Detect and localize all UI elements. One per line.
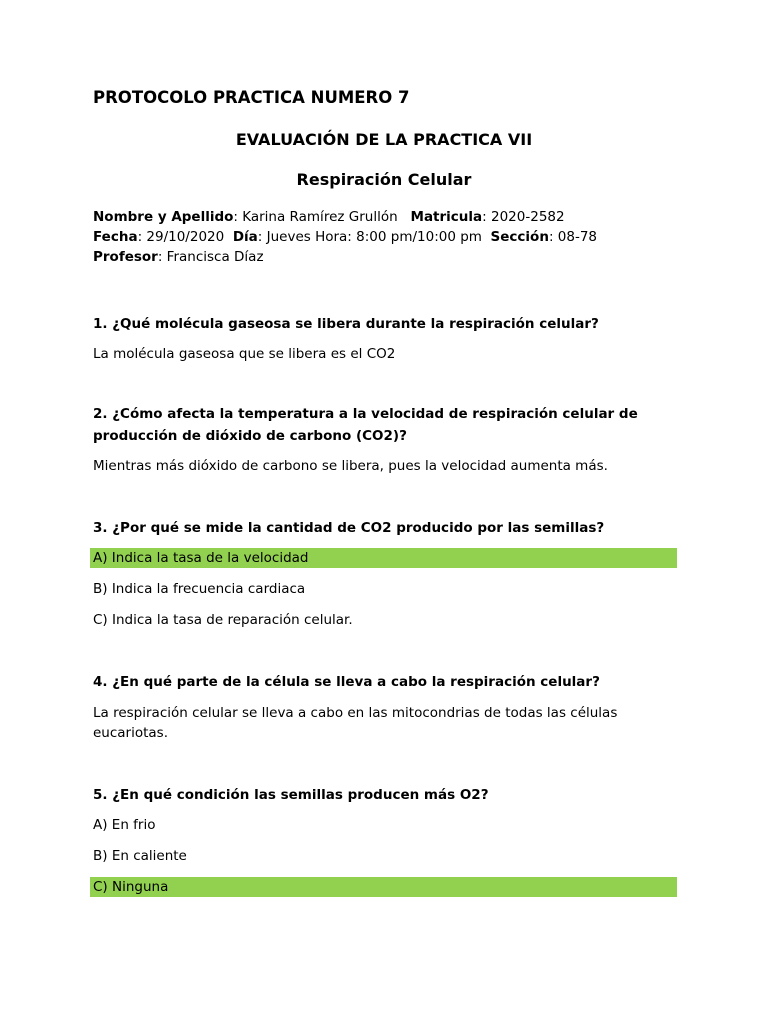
question-3-option-a: A) Indica la tasa de la velocidad [90,548,677,568]
question-3: 3. ¿Por qué se mide la cantidad de CO2 producido por las semillas? [93,520,605,536]
question-5-option-c: C) Ninguna [90,877,677,897]
answer-2: Mientras más dióxido de carbono se libera, pues la velocidad aumenta más. [93,458,608,474]
answer-1: La molécula gaseosa que se libera es el CO2 [93,346,396,362]
answer-4: La respiración celular se lleva a cabo en las mitocondrias de todas las células eucariotas. [93,705,618,741]
question-1: 1. ¿Qué molécula gaseosa se libera durante la respiración celular? [93,316,599,332]
name-value: : Karina Ramírez Grullón [233,209,398,225]
question-3-option-c: C) Indica la tasa de reparación celular. [93,612,353,628]
question-5-option-a: A) En frio [93,817,156,833]
info-line-3 [93,247,597,267]
fecha-label: Fecha [93,229,138,245]
info-line-2 [93,227,597,247]
question-4: 4. ¿En qué parte de la célula se lleva a cabo la respiración celular? [93,674,600,690]
info-line-1 [93,207,597,227]
question-2: 2. ¿Cómo afecta la temperatura a la velocidad de respiración celular de producción de dióxido de carbono (CO2)? [93,406,638,444]
protocol-title: PROTOCOLO PRACTICA NUMERO 7 [93,88,410,107]
matricula-label: Matricula [410,209,483,225]
seccion-label: Sección [490,229,549,245]
seccion-value: : 08-78 [548,229,598,245]
fecha-value: : 29/10/2020 [137,229,225,245]
question-5-option-b: B) En caliente [93,848,187,864]
matricula-value: : 2020-2582 [482,209,565,225]
student-info [93,207,597,267]
dia-label: Día [232,229,258,245]
question-3-option-b: B) Indica la frecuencia cardiaca [93,581,306,597]
profesor-value: : Francisca Díaz [157,249,264,265]
evaluation-title: EVALUACIÓN DE LA PRACTICA VII [235,130,533,149]
profesor-label: Profesor [93,249,158,265]
subject-title: Respiración Celular [296,170,472,189]
dia-value: : Jueves Hora: 8:00 pm/10:00 pm [257,229,482,245]
question-5: 5. ¿En qué condición las semillas producen más O2? [93,787,489,803]
name-label: Nombre y Apellido [93,209,234,225]
